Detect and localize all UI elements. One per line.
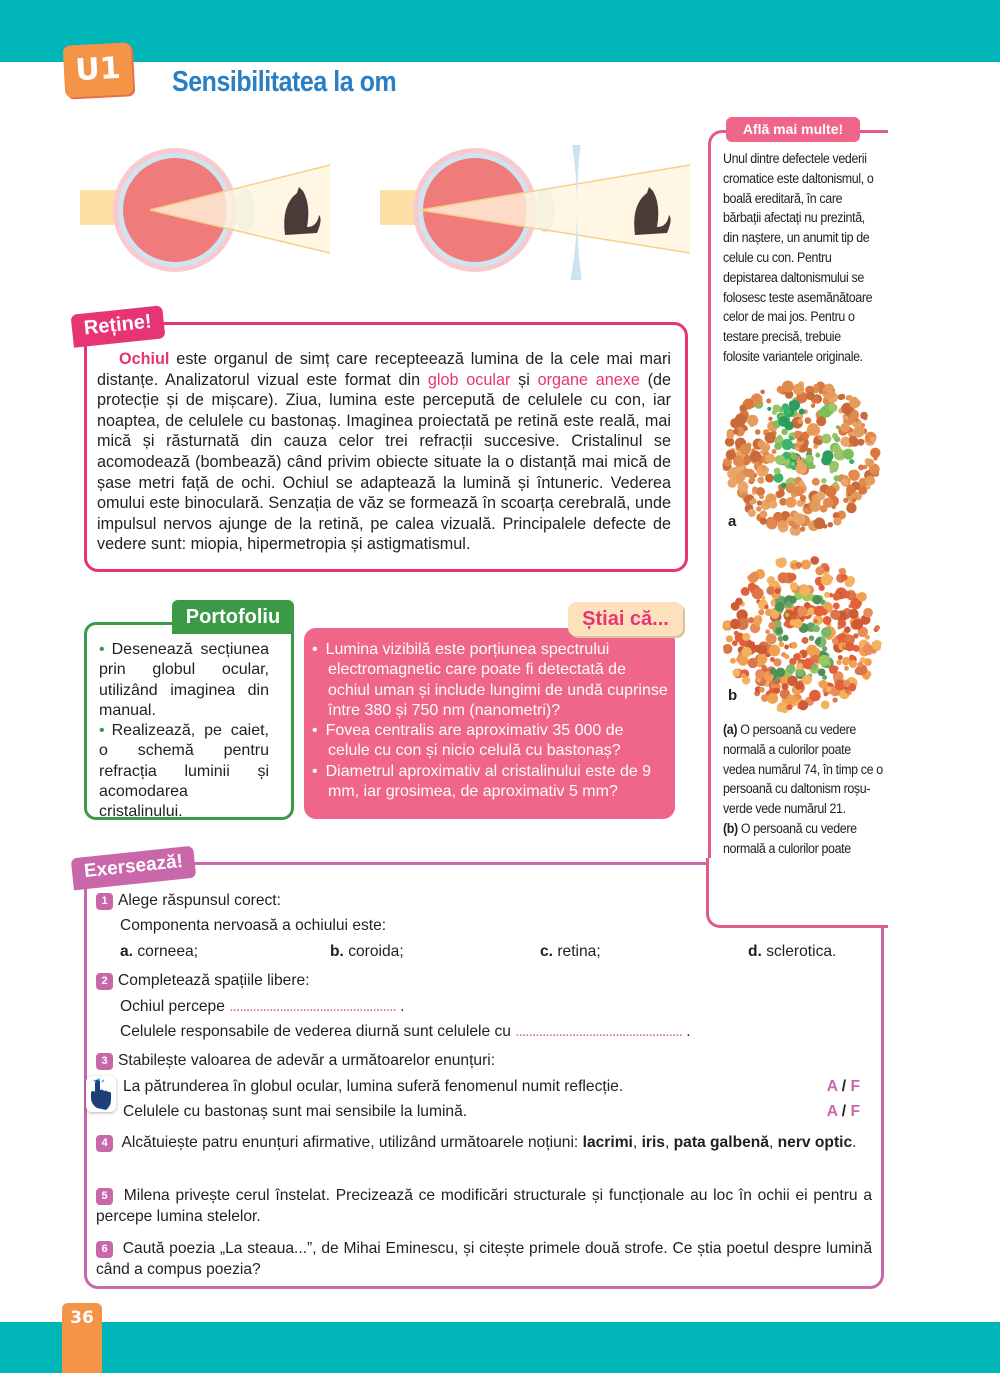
- plate-dot: [846, 503, 856, 513]
- plate-dot: [770, 610, 779, 619]
- plate-dot: [845, 642, 855, 652]
- plate-dot: [849, 470, 860, 481]
- plate-dot: [857, 592, 867, 602]
- plate-dot: [775, 557, 786, 568]
- plate-dot: [845, 689, 849, 693]
- plate-dot: [865, 635, 870, 640]
- q4: 4 Alcătuiește patru enunțuri afirmative, utilizând următoarele noțiuni: lacrimi, iris, pata galbenă, nerv optic.: [96, 1132, 872, 1153]
- plate-dot: [786, 603, 791, 608]
- plate-dot: [817, 435, 822, 440]
- plate-dot: [852, 498, 856, 502]
- plate-dot: [858, 464, 864, 470]
- q1-option-a[interactable]: a. corneea;: [120, 943, 199, 960]
- plate-dot: [733, 429, 738, 434]
- plate-dot: [818, 655, 829, 666]
- plate-dot: [760, 510, 768, 518]
- q2-prompt: 2 Completează spațiile libere:: [96, 972, 310, 990]
- ishihara-plate-a-icon: [722, 376, 882, 536]
- highlight-ochiul: Ochiul: [119, 350, 170, 368]
- plate-dot: [777, 435, 781, 439]
- plate-dot: [775, 602, 785, 612]
- plate-dot: [821, 701, 830, 710]
- plate-dot: [809, 635, 815, 641]
- plate-dot: [839, 568, 843, 572]
- plate-dot: [800, 526, 805, 531]
- portofoliu-list: [99, 640, 269, 823]
- plate-dot: [725, 622, 730, 627]
- plate-dot: [757, 440, 765, 448]
- plate-dot: [789, 436, 793, 440]
- plate-dot: [807, 608, 814, 615]
- plate-dot: [768, 622, 775, 629]
- plate-dot: [794, 486, 804, 496]
- q1-option-b[interactable]: b. coroida;: [330, 943, 404, 960]
- plate-dot: [811, 403, 815, 407]
- plate-dot: [866, 459, 874, 467]
- plate-dot: [759, 494, 764, 499]
- q2-line1: Ochiul percepe .................................................. .: [120, 998, 405, 1015]
- plate-dot: [816, 416, 826, 426]
- plate-dot: [802, 637, 809, 644]
- plate-dot: [791, 453, 797, 459]
- plate-dot: [839, 394, 845, 400]
- plate-dot: [726, 635, 733, 642]
- plate-dot: [816, 491, 825, 500]
- plate-dot: [815, 639, 821, 645]
- plate-dot: [774, 688, 780, 694]
- plate-dot: [829, 665, 838, 674]
- unit-badge: U1: [63, 42, 134, 97]
- plate-b-label: b: [728, 687, 738, 704]
- eye-diagram-normal-vision-icon: [80, 148, 330, 272]
- plate-dot: [741, 587, 750, 596]
- plate-dot: [766, 633, 777, 644]
- plate-dot: [806, 645, 817, 656]
- q6: 6 Caută poezia „La steaua...”, de Mihai Eminescu, și citește primele două strofe. Ce știa poetul despre lumină când a compus poezia?: [96, 1240, 872, 1278]
- plate-dot: [737, 473, 746, 482]
- plate-dot: [792, 615, 797, 620]
- plate-dot: [732, 669, 740, 677]
- plate-dot: [833, 602, 840, 609]
- plate-dot: [794, 513, 806, 525]
- plate-dot: [782, 683, 789, 690]
- plate-dot: [825, 486, 836, 497]
- plate-dot: [757, 477, 764, 484]
- plate-dot: [767, 407, 771, 411]
- plate-dot: [755, 669, 765, 679]
- q1-option-c[interactable]: c. retina;: [540, 943, 601, 960]
- plate-dot: [811, 664, 817, 670]
- plate-dot: [754, 618, 762, 626]
- plate-dot: [797, 419, 802, 424]
- plate-dot: [782, 439, 793, 450]
- plate-dot: [758, 609, 764, 615]
- plate-dot: [761, 664, 766, 669]
- plate-dot: [821, 574, 833, 586]
- plate-dot: [806, 426, 816, 436]
- q5: 5 Milena privește cerul înstelat. Precizează ce modificări structurale și funcționale au loc în ochii ei pentru a percepe lumina stelelor.: [96, 1187, 872, 1225]
- highlight-organe-anexe: organe anexe: [537, 370, 640, 389]
- plate-dot: [833, 592, 841, 600]
- plate-dot: [813, 444, 818, 449]
- plate-dot: [795, 447, 799, 451]
- plate-dot: [821, 455, 831, 465]
- plate-dot: [828, 403, 837, 412]
- plate-dot: [840, 423, 850, 433]
- plate-dot: [843, 680, 850, 687]
- plate-dot: [843, 498, 848, 503]
- plate-dot: [799, 408, 805, 414]
- plate-dot: [830, 609, 840, 619]
- stiai-list: [312, 640, 668, 802]
- bottom-color-band: [0, 1322, 1000, 1373]
- plate-dot: [778, 416, 789, 427]
- plate-a-label: a: [728, 513, 737, 530]
- plate-dot: [794, 431, 801, 438]
- plate-dot: [802, 675, 812, 685]
- plate-dot: [800, 495, 806, 501]
- plate-dot: [819, 680, 828, 689]
- plate-dot: [811, 465, 815, 469]
- plate-dot: [772, 449, 777, 454]
- plate-dot: [732, 640, 738, 646]
- plate-dot: [748, 509, 756, 517]
- plate-dot: [779, 642, 784, 647]
- plate-dot: [790, 642, 797, 649]
- plate-dot: [823, 498, 833, 508]
- true-false-toggle-1[interactable]: A / F: [826, 1078, 860, 1095]
- plate-dot: [815, 453, 820, 458]
- plate-dot: [752, 487, 758, 493]
- plate-dot: [844, 666, 849, 671]
- plate-dot: [765, 474, 774, 483]
- plate-dot: [742, 633, 750, 641]
- plate-dot: [832, 697, 837, 702]
- q3-prompt: 3 Stabilește valoarea de adevăr a următoarelor enunțuri:: [96, 1052, 495, 1070]
- plate-dot: [750, 450, 762, 462]
- plate-dot: [756, 506, 761, 511]
- plate-dot: [824, 384, 833, 393]
- list-item: • Desenează secțiunea prin globul ocular, utilizând imaginea din manual.: [99, 640, 269, 721]
- retine-tag: Reține!: [71, 305, 166, 347]
- plate-dot: [757, 654, 768, 665]
- page-title: Sensibilitatea la om: [172, 66, 397, 98]
- plate-dot: [774, 442, 782, 450]
- plate-dot: [824, 692, 828, 696]
- plate-dot: [774, 468, 781, 475]
- page-number: 36: [62, 1303, 102, 1373]
- plate-dot: [778, 636, 784, 642]
- plate-dot: [760, 390, 764, 394]
- plate-dot: [849, 459, 854, 464]
- plate-dot: [863, 644, 874, 655]
- plate-dot: [755, 429, 761, 435]
- blank-field-2[interactable]: ..................................................: [515, 1023, 682, 1040]
- plate-dot: [801, 559, 811, 569]
- q1-prompt: 1 Alege răspunsul corect:: [96, 892, 281, 910]
- plate-dot: [834, 436, 840, 442]
- plate-dot: [842, 591, 850, 599]
- plate-dot: [857, 420, 862, 425]
- plate-dot: [730, 619, 740, 629]
- exerseaza-tag: Exersează!: [71, 846, 197, 891]
- plate-dot: [727, 478, 737, 488]
- plate-dot: [824, 592, 830, 598]
- plate-dot: [866, 485, 870, 489]
- plate-dot: [822, 646, 827, 651]
- plate-dot: [748, 617, 754, 623]
- ishihara-plate-b-icon: [722, 555, 882, 715]
- plate-dot: [760, 517, 767, 524]
- plate-dot: [824, 566, 830, 572]
- plate-dot: [790, 619, 797, 626]
- q2-line2: Celulele responsabile de vederea diurnă sunt celulele cu .................................................. .: [120, 1023, 691, 1040]
- plate-dot: [757, 644, 767, 654]
- plate-dot: [793, 653, 801, 661]
- plate-dot: [773, 512, 783, 522]
- plate-dot: [768, 417, 772, 421]
- plate-dot: [815, 566, 824, 575]
- list-item: • Realizează, pe caiet, o schemă pentru refracția luminii și acomodarea cristalinului.: [99, 721, 269, 822]
- top-color-band: [0, 0, 1000, 62]
- plate-dot: [838, 655, 843, 660]
- plate-dot: [870, 436, 876, 442]
- plate-dot: [821, 627, 832, 638]
- plate-dot: [806, 455, 814, 463]
- plate-dot: [857, 662, 863, 668]
- plate-dot: [722, 644, 732, 654]
- q3-statement-2: Celulele cu bastonaș sunt mai sensibile la lumină. A / F: [123, 1103, 860, 1120]
- plate-dot: [799, 585, 810, 596]
- plate-dot: [789, 596, 797, 604]
- plate-dot: [773, 473, 783, 483]
- afla-caption: (a) O persoană cu vedere normală a culorilor poate vedea numărul 74, în timp ce o persoană cu daltonism roșu-verde vede numărul 21. (b) O persoană cu vedere normală a culorilor poate: [723, 722, 883, 856]
- list-item: • Diametrul aproximativ al cristalinului este de 9 mm, iar grosimea, de aproximativ 5 mm?: [312, 762, 668, 803]
- plate-dot: [735, 598, 742, 605]
- plate-dot: [841, 574, 848, 581]
- plate-dot: [795, 562, 801, 568]
- plate-dot: [740, 444, 751, 455]
- eye-diagram-corrective-lens-icon: [380, 145, 690, 280]
- plate-dot: [786, 497, 797, 508]
- plate-dot: [775, 627, 782, 634]
- blank-field-1[interactable]: ..................................................: [229, 998, 396, 1015]
- plate-dot: [781, 483, 786, 488]
- plate-dot: [730, 658, 736, 664]
- plate-dot: [766, 586, 775, 595]
- true-false-toggle-2[interactable]: A / F: [826, 1103, 860, 1120]
- plate-dot: [766, 398, 771, 403]
- plate-dot: [751, 498, 757, 504]
- plate-dot: [807, 448, 812, 453]
- plate-dot: [821, 609, 828, 616]
- plate-dot: [849, 660, 857, 668]
- plate-dot: [823, 616, 832, 625]
- plate-dot: [789, 400, 800, 411]
- plate-dot: [769, 645, 781, 657]
- pointing-hand-icon[interactable]: [86, 1076, 116, 1112]
- plate-dot: [739, 404, 746, 411]
- plate-dot: [797, 606, 807, 616]
- plate-dot: [810, 556, 819, 565]
- plate-dot: [814, 389, 819, 394]
- plate-dot: [821, 434, 831, 444]
- afla-text: Unul dintre defectele vederii cromatice este daltonismul, o boală ereditară, în care bărbații afectați nu prezintă, din naștere, un anumit tip de celule cu con. Pentru depistarea daltonismului se folosesc teste asemănătoare celor de mai jos. Pentru o testare precisă, trebuie folosite variantele originale.: [723, 151, 874, 364]
- q1-stem: Componenta nervoasă a ochiului este:: [120, 917, 387, 934]
- plate-dot: [832, 638, 839, 645]
- retine-text: Ochiul este organul de simț care recepteează lumina de la cele mai mari distanțe. Analizatorul vizual este format din glob ocular și organe anexe (de protecție și de mișcare). Ziua, lumina este percepută de celulele cu con, iar noaptea, de celulele cu bastonaș. Imaginea proiectată pe retină este reală, mai mică și răsturnată din cauza celor trei refracții succesive. Cristalinul se acomodează (bombează) când privim obiecte situate la o distanță mai mică de șase metri față de ochi. Ochiul se adaptează la lumină și întuneric. Vederea omului este binoculară. Senzația de văz se formează în scoarța cerebrală, unde impulsul nervos ajunge de la retină, pe calea vizuală. Principalele defecte de vedere sunt: miopia, hipermetropia și astigmatismul.: [97, 350, 671, 554]
- plate-dot: [782, 381, 794, 393]
- plate-dot: [812, 478, 820, 486]
- plate-dot: [777, 490, 784, 497]
- plate-dot: [813, 518, 825, 530]
- plate-dot: [836, 660, 841, 665]
- portofoliu-tag: Portofoliu: [172, 600, 294, 634]
- plate-dot: [786, 694, 796, 704]
- plate-dot: [859, 439, 864, 444]
- plate-dot: [834, 475, 840, 481]
- plate-dot: [765, 442, 769, 446]
- plate-dot: [812, 595, 822, 605]
- plate-dot: [860, 412, 868, 420]
- plate-dot: [793, 384, 804, 395]
- plate-dot: [741, 647, 751, 657]
- plate-dot: [746, 469, 755, 478]
- plate-dot: [761, 596, 765, 600]
- plate-dot: [784, 459, 789, 464]
- plate-dot: [741, 673, 746, 678]
- plate-dot: [795, 681, 804, 690]
- plate-dot: [765, 629, 770, 634]
- afla-frame-overlap: [706, 858, 888, 928]
- plate-dot: [853, 426, 865, 438]
- plate-dot: [759, 687, 765, 693]
- plate-dot: [843, 449, 854, 460]
- highlight-glob-ocular: glob ocular: [427, 370, 511, 389]
- eye-figures: [80, 145, 690, 280]
- plate-dot: [773, 404, 781, 412]
- plate-dot: [804, 504, 808, 508]
- plate-dot: [865, 476, 875, 486]
- plate-dot: [782, 403, 789, 410]
- plate-dot: [785, 613, 789, 617]
- plate-dot: [833, 482, 837, 486]
- plate-dot: [849, 435, 858, 444]
- plate-dot: [747, 415, 758, 426]
- plate-dot: [833, 517, 841, 525]
- plate-dot: [727, 429, 734, 436]
- plate-dot: [770, 668, 777, 675]
- plate-dot: [726, 449, 736, 459]
- plate-dot: [796, 663, 803, 670]
- plate-dot: [786, 664, 795, 673]
- plate-dot: [813, 625, 820, 632]
- q1-option-d[interactable]: d. sclerotica.: [748, 943, 837, 960]
- plate-dot: [776, 667, 786, 677]
- plate-dot: [769, 501, 777, 509]
- afla-tag: Află mai multe!: [726, 117, 860, 142]
- plate-dot: [767, 576, 775, 584]
- plate-dot: [765, 454, 775, 464]
- plate-dot: [829, 464, 838, 473]
- plate-dot: [781, 429, 788, 436]
- plate-dot: [844, 626, 851, 633]
- plate-dot: [826, 687, 831, 692]
- plate-dot: [813, 619, 817, 623]
- plate-dot: [799, 481, 805, 487]
- plate-dot: [828, 522, 833, 527]
- plate-dot: [846, 485, 855, 494]
- plate-dot: [875, 625, 880, 630]
- plate-dot: [849, 609, 859, 619]
- plate-dot: [788, 573, 796, 581]
- stiai-tag: Știai că...: [568, 602, 683, 636]
- plate-dot: [730, 418, 740, 428]
- plate-dot: [809, 690, 821, 702]
- plate-dot: [765, 605, 769, 609]
- plate-dot: [767, 693, 778, 704]
- plate-dot: [796, 459, 801, 464]
- plate-dot: [748, 658, 758, 668]
- plate-dot: [760, 465, 767, 472]
- plate-dot: [849, 655, 854, 660]
- list-item: • Fovea centralis are aproximativ 35 000 de celule cu con și nicio celulă cu bastonaș?: [312, 721, 668, 762]
- plate-dot: [821, 478, 827, 484]
- plate-dot: [806, 391, 815, 400]
- plate-dot: [775, 455, 785, 465]
- plate-dot: [852, 619, 863, 630]
- plate-dot: [832, 445, 841, 454]
- plate-dot: [837, 626, 841, 630]
- plate-dot: [841, 478, 849, 486]
- plate-dot: [775, 588, 781, 594]
- plate-dot: [784, 654, 789, 659]
- plate-dot: [757, 500, 762, 505]
- plate-dot: [738, 481, 749, 492]
- list-item: • Lumina vizibilă este porțiunea spectrului electromagnetic care poate fi detectată de ochiul uman și include lungimi de undă cuprinse între 380 și 750 nm (nanometri)?: [312, 640, 668, 721]
- q3-statement-1: La pătrunderea în globul ocular, lumina suferă fenomenul numit reflecție. A / F: [123, 1078, 860, 1095]
- plate-dot: [795, 463, 807, 475]
- plate-dot: [790, 582, 798, 590]
- plate-dot: [798, 700, 808, 710]
- plate-dot: [765, 432, 776, 443]
- plate-dot: [787, 704, 793, 710]
- plate-dot: [784, 645, 789, 650]
- plate-dot: [863, 608, 873, 618]
- plate-dot: [844, 416, 849, 421]
- plate-dot: [805, 417, 812, 424]
- plate-dot: [770, 657, 775, 662]
- plate-dot: [870, 448, 880, 458]
